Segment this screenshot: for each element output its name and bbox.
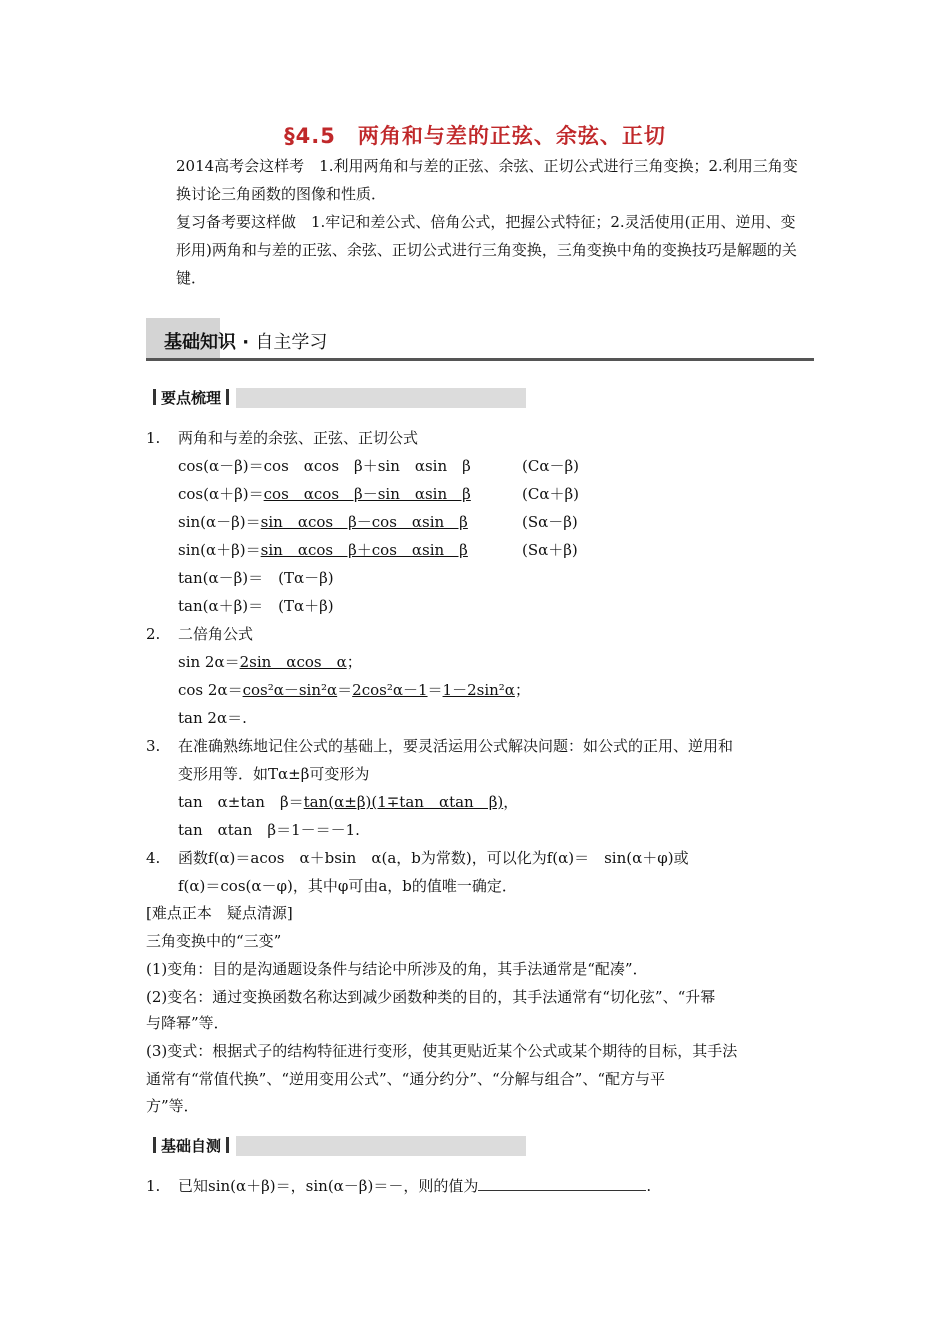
tag-self-test-label: 基础自测: [146, 1136, 236, 1156]
formula-sin-plus: sin(α＋β)＝sin αcos β＋cos αsin β: [178, 541, 468, 559]
notes-line: (2)变名：通过变换函数名称达到减少函数种类的目的，其手法通常有“切化弦”、“升幂: [146, 988, 716, 1006]
formula-tag: (Sα－β): [522, 513, 578, 531]
tag-self-test: [146, 1136, 526, 1156]
exercise-question: 已知sin(α＋β)＝，sin(α－β)＝－，则的值为 .: [178, 1177, 652, 1195]
section-dot: ·: [236, 332, 256, 353]
tag-key-points-label: 要点梳理: [146, 388, 236, 408]
tag-key-points: [146, 388, 526, 408]
section-sub: 自主学习: [255, 332, 328, 353]
item-number: 4.: [146, 849, 161, 867]
notes-line: (1)变角：目的是沟通题设条件与结论中所涉及的角，其手法通常是“配凑”．: [146, 960, 648, 978]
formula-sin-minus: sin(α－β)＝sin αcos β－cos αsin β: [178, 513, 468, 531]
formula-tan-variant: tan α±tan β＝tan(α±β)(1∓tan αtan β)，: [178, 793, 519, 811]
formula-tag: (Sα＋β): [522, 541, 578, 559]
intro-block: [146, 152, 810, 292]
formula-cos-double: cos 2α＝cos²α－sin²α＝2cos²α－1＝1－2sin²α；: [178, 681, 530, 699]
section-header-title: [164, 328, 327, 354]
exercise-number: 1.: [146, 1177, 161, 1195]
section-header: [146, 318, 814, 362]
formula-tan-double: tan 2α＝.: [178, 709, 247, 727]
page-title: §4.5 两角和与差的正弦、余弦、正切: [284, 124, 666, 148]
section-main: 基础知识: [164, 332, 236, 353]
item-text: 变形用等．如Tα±β可变形为: [178, 765, 370, 783]
notes-line: 与降幂”等．: [146, 1014, 229, 1032]
notes-heading: [难点正本 疑点清源]: [146, 904, 293, 922]
intro-review-text: 复习备考要这样做 1.牢记和差公式、倍角公式，把握公式特征；2.灵活使用(正用、逆用、变形用)两角和与差的正弦、余弦、正切公式进行三角变换，三角变换中角的变换技巧是解题的关键．: [176, 213, 797, 287]
section-rule: [146, 358, 814, 361]
notes-line: (3)变式：根据式子的结构特征进行变形，使其更贴近某个公式或某个期待的目标，其手法: [146, 1042, 738, 1060]
formula-tan-minus: tan(α－β)＝ (Tα－β): [178, 569, 334, 587]
item-text: 函数f(α)＝acos α＋bsin α(a，b为常数)，可以化为f(α)＝ sin(α＋φ)或: [178, 849, 689, 867]
formula-tan-plus: tan(α＋β)＝ (Tα＋β): [178, 597, 334, 615]
item-text: f(α)＝cos(α－φ)，其中φ可由a，b的值唯一确定．: [178, 877, 517, 895]
item-number: 2.: [146, 625, 161, 643]
item-number: 1.: [146, 429, 161, 447]
intro-exam-text: 2014高考会这样考 1.利用两角和与差的正弦、余弦、正切公式进行三角变换；2.利用三角变换讨论三角函数的图像和性质．: [176, 157, 798, 203]
formula-cos-plus: cos(α＋β)＝cos αcos β－sin αsin β: [178, 485, 471, 503]
item-number: 3.: [146, 737, 161, 755]
formula-tan-product: tan αtan β＝1－＝－1.: [178, 821, 360, 839]
formula-tag: (Cα－β): [522, 457, 579, 475]
notes-line: 方”等．: [146, 1097, 199, 1115]
item-text: 在准确熟练地记住公式的基础上，要灵活运用公式解决问题：如公式的正用、逆用和: [178, 737, 734, 755]
item-heading: 两角和与差的余弦、正弦、正切公式: [178, 429, 419, 447]
formula-cos-minus: cos(α－β)＝cos αcos β＋sin αsin β: [178, 457, 471, 475]
notes-line: 通常有“常值代换”、“逆用变用公式”、“通分约分”、“分解与组合”、“配方与平: [146, 1070, 666, 1088]
item-heading: 二倍角公式: [178, 625, 254, 643]
notes-subheading: 三角变换中的“三变”: [146, 932, 282, 950]
formula-tag: (Cα＋β): [522, 485, 579, 503]
formula-sin-double: sin 2α＝2sin αcos α；: [178, 653, 362, 671]
answer-blank[interactable]: [478, 1176, 646, 1191]
